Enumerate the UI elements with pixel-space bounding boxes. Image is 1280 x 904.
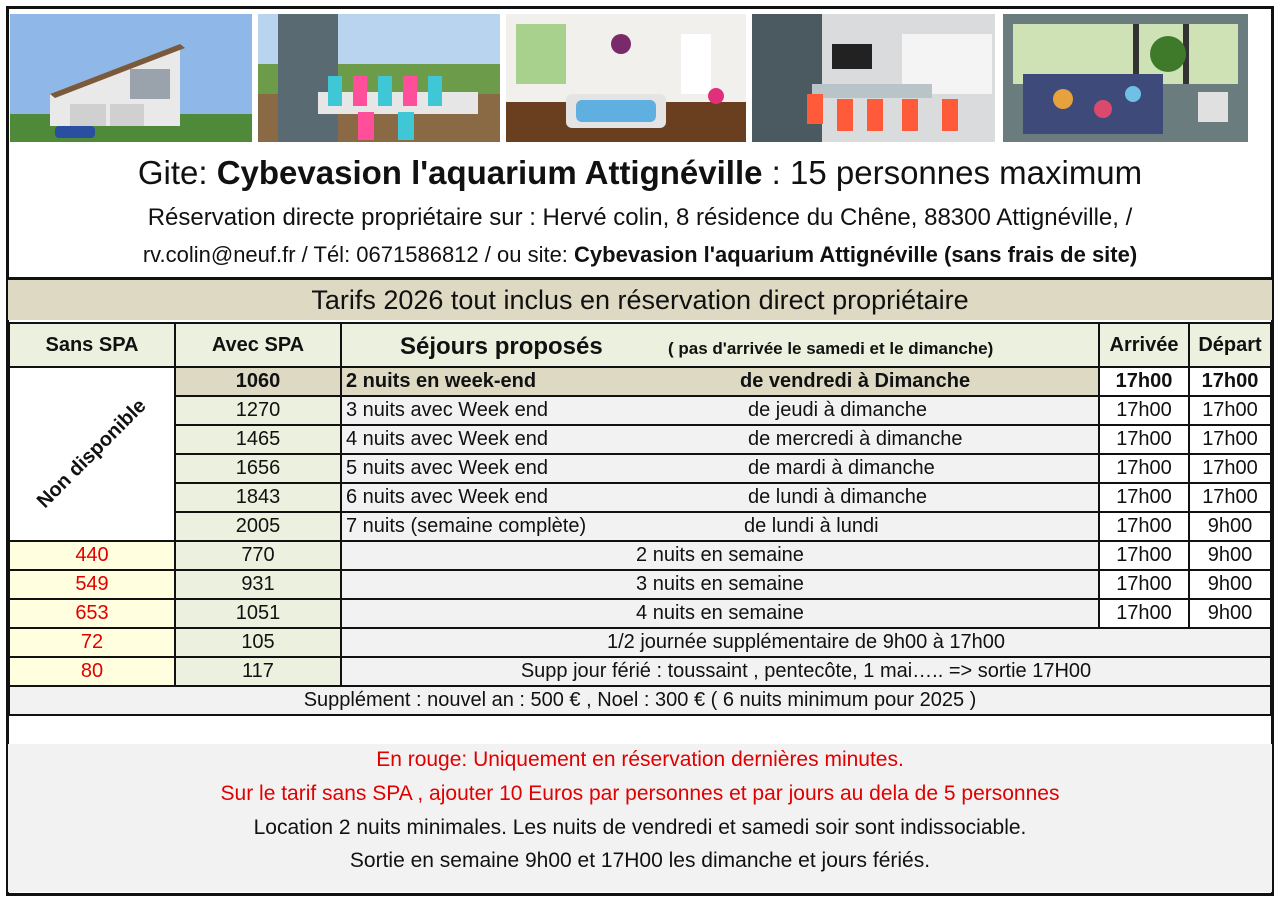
arrivee-cell: 17h00 xyxy=(1099,396,1189,425)
photo-strip xyxy=(10,14,1250,142)
spa-room-photo xyxy=(506,14,746,142)
table-row xyxy=(9,541,1271,570)
tarifs-banner: Tarifs 2026 tout inclus en réservation direct propriétaire xyxy=(8,280,1272,320)
sejour-desc xyxy=(341,425,1099,454)
sejour-nights: 4 nuits avec Week end xyxy=(346,428,548,450)
sejour-nights: 3 nuits avec Week end xyxy=(346,399,548,421)
non-disponible-label: Non disponible xyxy=(32,394,151,513)
supplement-row: Supplément : nouvel an : 500 € , Noel : 300 € ( 6 nuits minimum pour 2025 ) xyxy=(9,686,1271,715)
note-red-1: En rouge: Uniquement en réservation dernières minutes. xyxy=(376,748,904,771)
price-sans-spa: 80 xyxy=(9,657,175,686)
table-row xyxy=(9,367,1271,396)
bedroom-photo xyxy=(1003,14,1248,142)
table-row xyxy=(9,483,1271,512)
non-disponible-cell xyxy=(9,367,175,541)
table-row xyxy=(9,628,1271,657)
note-black-1: Location 2 nuits minimales. Les nuits de vendredi et samedi soir sont indissociable. xyxy=(253,816,1027,839)
arrivee-cell: 17h00 xyxy=(1099,367,1189,396)
notes-section xyxy=(8,744,1272,892)
header-depart: Départ xyxy=(1189,323,1271,367)
table-row xyxy=(9,686,1271,715)
price-sans-spa: 440 xyxy=(9,541,175,570)
table-row xyxy=(9,454,1271,483)
terrace-chairs-photo xyxy=(258,14,500,142)
site-name: Cybevasion l'aquarium Attignéville (sans frais de site) xyxy=(574,242,1138,267)
arrivee-cell: 17h00 xyxy=(1099,454,1189,483)
depart-cell: 9h00 xyxy=(1189,512,1271,541)
depart-cell: 9h00 xyxy=(1189,541,1271,570)
table-row xyxy=(9,425,1271,454)
depart-cell: 17h00 xyxy=(1189,483,1271,512)
price-avec-spa: 1270 xyxy=(175,396,341,425)
sejour-range: de lundi à dimanche xyxy=(748,486,928,508)
note-red-2: Sur le tarif sans SPA , ajouter 10 Euros par personnes et par jours au dela de 5 personnes xyxy=(220,782,1060,805)
price-avec-spa: 105 xyxy=(175,628,341,657)
sejour-desc: 4 nuits en semaine xyxy=(341,599,1099,628)
arrivee-cell: 17h00 xyxy=(1099,512,1189,541)
arrivee-cell: 17h00 xyxy=(1099,599,1189,628)
table-row xyxy=(9,396,1271,425)
kitchen-dining-photo xyxy=(752,14,995,142)
header-arrivee: Arrivée xyxy=(1099,323,1189,367)
sejour-desc: 2 nuits en semaine xyxy=(341,541,1099,570)
sejour-desc xyxy=(341,367,1099,396)
depart-cell: 9h00 xyxy=(1189,599,1271,628)
sejour-nights: 7 nuits (semaine complète) xyxy=(346,515,587,537)
table-header-row xyxy=(9,323,1271,367)
price-sans-spa: 653 xyxy=(9,599,175,628)
header-avec-spa: Avec SPA xyxy=(175,323,341,367)
header-sans-spa: Sans SPA xyxy=(9,323,175,367)
price-avec-spa: 931 xyxy=(175,570,341,599)
contact-details: rv.colin@neuf.fr / Tél: 0671586812 / ou site: xyxy=(142,242,568,267)
price-avec-spa: 1843 xyxy=(175,483,341,512)
price-sans-spa: 72 xyxy=(9,628,175,657)
arrivee-cell: 17h00 xyxy=(1099,425,1189,454)
table-row xyxy=(9,599,1271,628)
sejour-desc xyxy=(341,454,1099,483)
header-sejours-note: ( pas d'arrivée le samedi et le dimanche) xyxy=(668,339,994,358)
arrivee-cell: 17h00 xyxy=(1099,570,1189,599)
sejour-range: de mercredi à dimanche xyxy=(748,428,963,450)
table-row xyxy=(9,657,1271,686)
arrivee-cell: 17h00 xyxy=(1099,483,1189,512)
title-suffix: : 15 personnes maximum xyxy=(771,154,1143,191)
price-avec-spa: 1465 xyxy=(175,425,341,454)
depart-cell: 17h00 xyxy=(1189,425,1271,454)
sejour-nights: 5 nuits avec Week end xyxy=(346,457,548,479)
title-name: Cybevasion l'aquarium Attignéville xyxy=(216,154,763,191)
sejour-range: de vendredi à Dimanche xyxy=(740,370,971,392)
sejour-range: de jeudi à dimanche xyxy=(748,399,928,421)
header-sejours-title: Séjours proposés xyxy=(400,333,603,360)
title-prefix: Gite: xyxy=(137,154,208,191)
price-avec-spa: 1051 xyxy=(175,599,341,628)
price-avec-spa: 1656 xyxy=(175,454,341,483)
arrivee-cell: 17h00 xyxy=(1099,541,1189,570)
sejour-desc xyxy=(341,512,1099,541)
sejour-range: de lundi à lundi xyxy=(744,515,879,537)
contact-line-1: Réservation directe propriétaire sur : Hervé colin, 8 résidence du Chêne, 88300 Attignéville, / xyxy=(147,204,1133,231)
sejour-desc xyxy=(341,483,1099,512)
price-sans-spa: 549 xyxy=(9,570,175,599)
price-avec-spa: 2005 xyxy=(175,512,341,541)
gite-title xyxy=(0,154,1280,192)
extra-desc: Supp jour férié : toussaint , pentecôte, 1 mai….. => sortie 17H00 xyxy=(341,657,1271,686)
sejour-desc: 3 nuits en semaine xyxy=(341,570,1099,599)
sejour-nights: 2 nuits en week-end xyxy=(346,370,537,392)
tarifs-table xyxy=(8,322,1272,716)
contact-line-2 xyxy=(0,242,1280,268)
price-avec-spa: 1060 xyxy=(175,367,341,396)
sejour-range: de mardi à dimanche xyxy=(748,457,935,479)
header-sejours xyxy=(341,323,1099,367)
depart-cell: 17h00 xyxy=(1189,454,1271,483)
extra-desc: 1/2 journée supplémentaire de 9h00 à 17h00 xyxy=(341,628,1271,657)
price-avec-spa: 770 xyxy=(175,541,341,570)
price-avec-spa: 117 xyxy=(175,657,341,686)
sejour-nights: 6 nuits avec Week end xyxy=(346,486,548,508)
house-exterior-photo xyxy=(10,14,252,142)
table-row xyxy=(9,570,1271,599)
depart-cell: 17h00 xyxy=(1189,396,1271,425)
depart-cell: 17h00 xyxy=(1189,367,1271,396)
depart-cell: 9h00 xyxy=(1189,570,1271,599)
table-row xyxy=(9,512,1271,541)
sejour-desc xyxy=(341,396,1099,425)
note-black-2: Sortie en semaine 9h00 et 17H00 les dimanche et jours fériés. xyxy=(349,849,931,872)
